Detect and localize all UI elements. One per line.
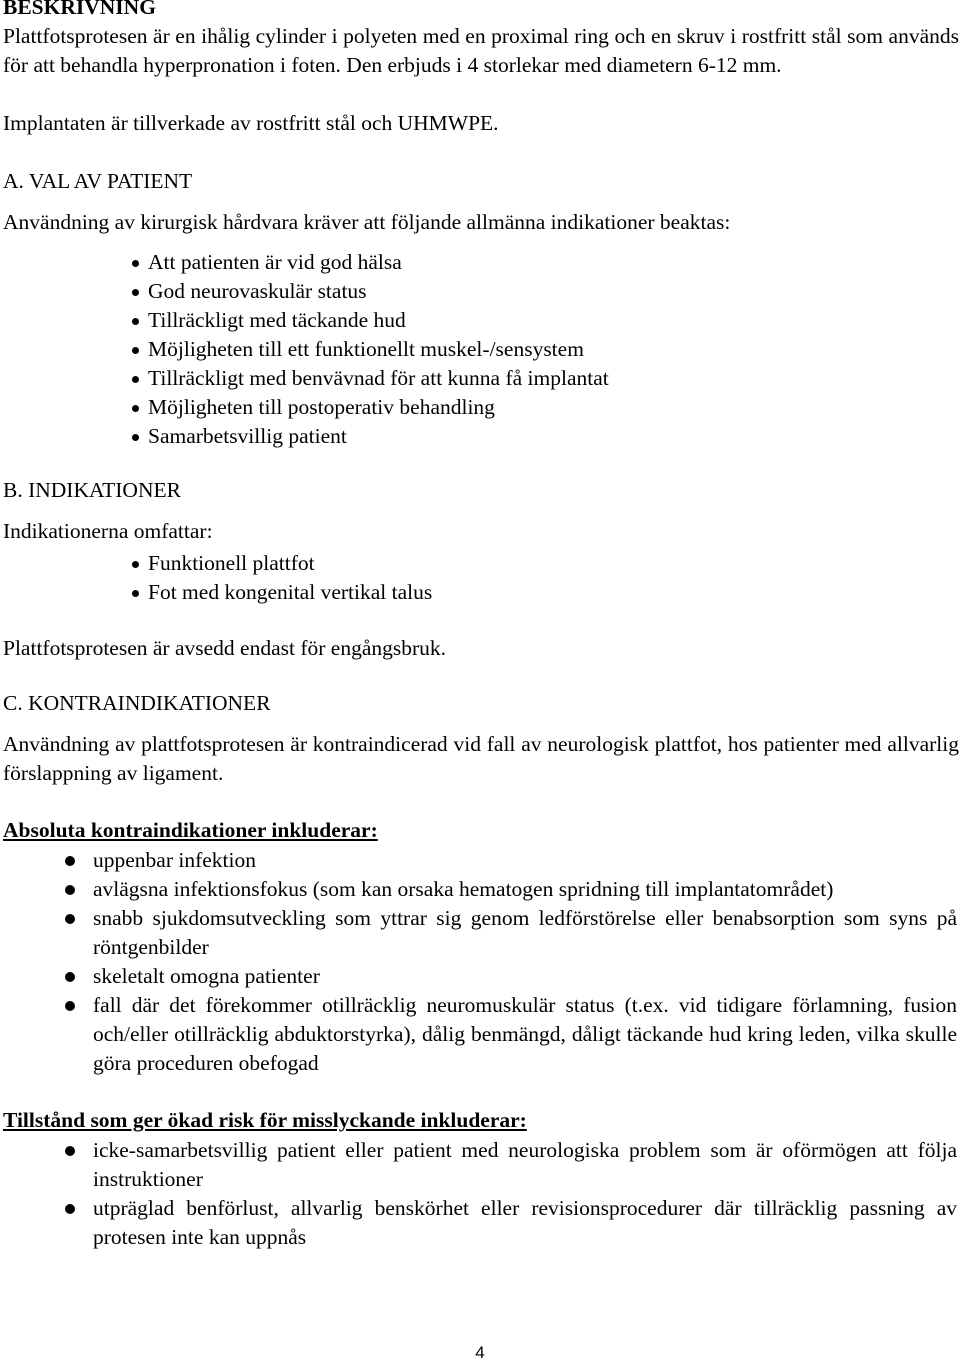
list-item [3,1136,957,1194]
contraindications-intro: Användning av plattfotsprotesen är kontraindicerad vid fall av neurologisk plattfot, hos patienter med allvarlig förslappning av ligament. [3,732,959,785]
bullet-icon [65,972,75,982]
bullet-icon [132,376,139,383]
list-item [3,904,957,962]
bullet-icon [132,318,139,325]
list-item-text: icke-samarbetsvillig patient eller patient med neurologiska problem som är oförmögen att följa instruktioner [93,1138,957,1191]
bullet-icon [132,561,139,568]
bullet-icon [132,405,139,412]
bullet-icon [132,289,139,296]
list-item-text: Tillräckligt med benvävnad för att kunna få implantat [148,366,609,390]
list-item-text: God neurovaskulär status [148,279,367,303]
bullet-icon [65,1146,75,1156]
patient-selection-heading [3,167,959,196]
patient-selection-intro: Användning av kirurgisk hårdvara kräver att följande allmänna indikationer beaktas: [3,210,731,234]
contraindications-heading [3,689,959,718]
list-item-text: uppenbar infektion [93,848,256,872]
bullet-icon [65,1001,75,1011]
list-item [3,578,959,607]
list-item [3,306,959,335]
list-item [3,875,957,904]
list-item [3,364,959,393]
risk-conditions-list [3,1136,957,1252]
bullet-icon [65,914,75,924]
contraindications-heading-text: C. KONTRAINDIKATIONER [3,691,271,715]
list-item-text: Möjligheten till ett funktionellt muskel-/sensystem [148,337,584,361]
list-item-text: avlägsna infektionsfokus (som kan orsaka hematogen spridning till implantatområdet) [93,877,834,901]
bullet-icon [65,885,75,895]
indications-intro: Indikationerna omfattar: [3,519,213,543]
list-item [3,962,957,991]
description-heading: BESKRIVNING [3,0,156,19]
list-item-text: fall där det förekommer otillräcklig neuromuskulär status (t.ex. vid tidigare förlamning, fusion och/eller otillräcklig abduktorstyrka), dålig benmängd, dåligt täckande hud kring leden, vilka skulle göra proceduren obefogad [93,993,957,1075]
document-page [3,0,959,1252]
absolute-contraindications-heading: Absoluta kontraindikationer inkluderar: [3,818,378,842]
list-item-text: utpräglad benförlust, allvarlig benskörhet eller revisionsprocedurer där tillräcklig passning av protesen inte kan uppnås [93,1196,957,1249]
list-item-text: Funktionell plattfot [148,551,315,575]
list-item-text: Samarbetsvillig patient [148,424,347,448]
bullet-icon [65,856,75,866]
absolute-contraindications-list [3,846,957,1078]
list-item [3,991,957,1078]
list-item [3,335,959,364]
indications-heading [3,476,959,505]
patient-selection-heading-text: A. VAL AV PATIENT [3,169,193,193]
indications-heading-text: B. INDIKATIONER [3,478,181,502]
list-item [3,1194,957,1252]
list-item [3,549,959,578]
bullet-icon [132,590,139,597]
list-item [3,846,957,875]
materials-paragraph: Implantaten är tillverkade av rostfritt stål och UHMWPE. [3,111,499,135]
description-paragraph: Plattfotsprotesen är en ihålig cylinder i polyeten med en proximal ring och en skruv i rostfritt stål som används för att behandla hyperpronation i foten. Den erbjuds i 4 storlekar med diametern 6-12 mm. [3,24,959,77]
list-item-text: Tillräckligt med täckande hud [148,308,406,332]
list-item-text: Fot med kongenital vertikal talus [148,580,433,604]
list-item-text: Möjligheten till postoperativ behandling [148,395,495,419]
list-item-text: Att patienten är vid god hälsa [148,250,402,274]
bullet-icon [132,434,139,441]
bullet-icon [132,260,139,267]
page-number: 4 [475,1343,485,1362]
bullet-icon [65,1204,75,1214]
list-item-text: snabb sjukdomsutveckling som yttrar sig genom ledförstörelse eller benabsorption som syns på röntgenbilder [93,906,957,959]
list-item [3,422,959,451]
list-item [3,248,959,277]
indications-list [3,549,959,607]
list-item-text: skeletalt omogna patienter [93,964,320,988]
patient-selection-list [3,248,959,451]
list-item [3,393,959,422]
risk-conditions-heading: Tillstånd som ger ökad risk för misslyckande inkluderar: [3,1108,527,1132]
list-item [3,277,959,306]
single-use-note: Plattfotsprotesen är avsedd endast för engångsbruk. [3,636,447,660]
bullet-icon [132,347,139,354]
